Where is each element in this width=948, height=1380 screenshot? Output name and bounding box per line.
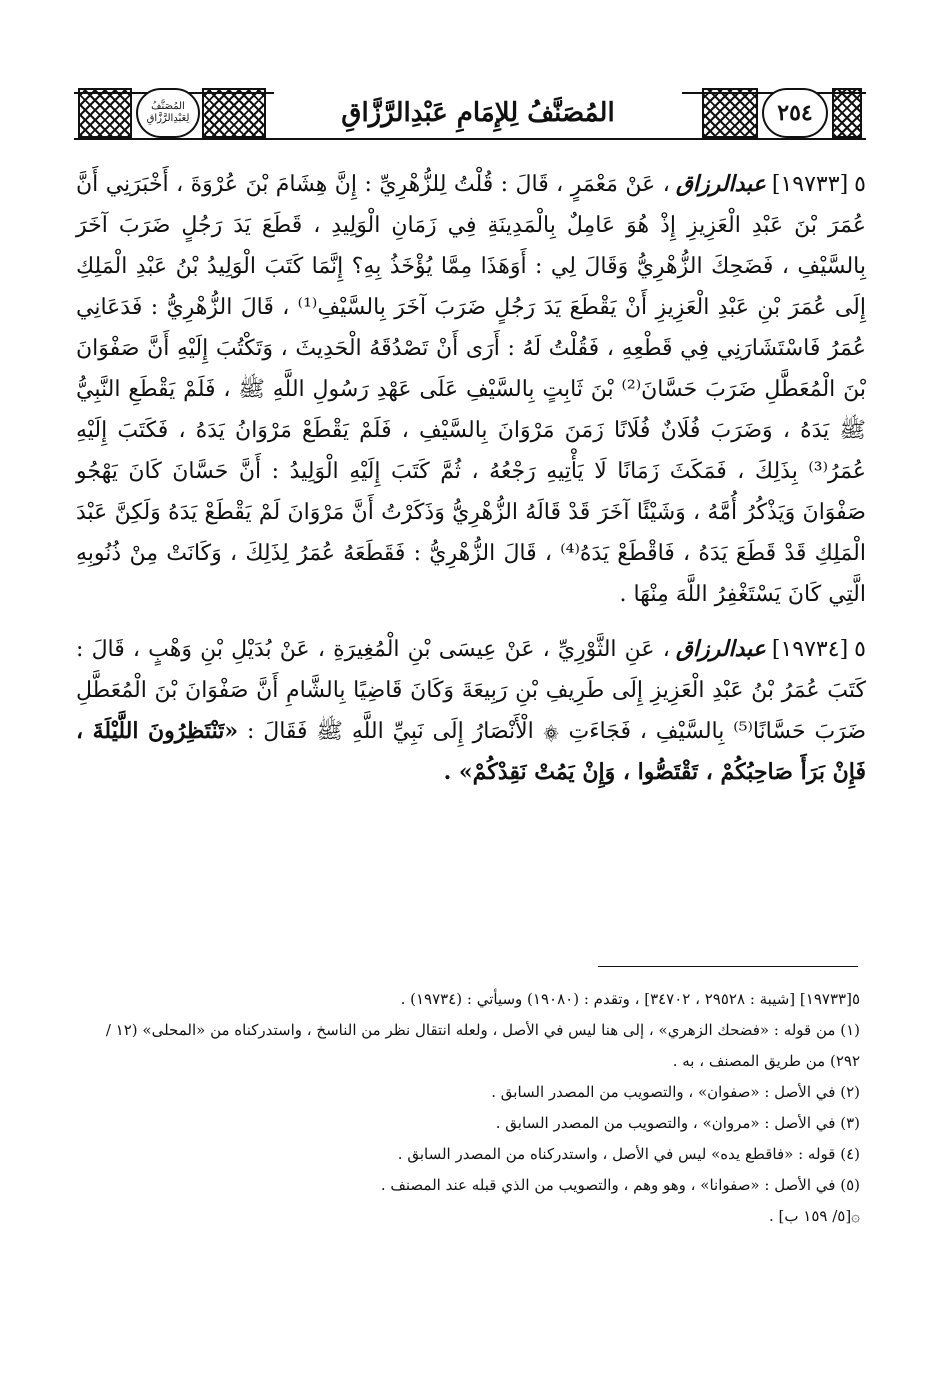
hadith-19734 xyxy=(76,629,866,793)
running-title: المُصَنَّفُ لِلإِمَامِ عَبْدِالرَّزَّاقِ xyxy=(274,90,682,138)
ornament-right-inner xyxy=(702,88,758,138)
footnote-2: (٢) في الأصل : «صفوان» ، والتصويب من المصدر السابق . xyxy=(491,1083,860,1101)
hadith-text: ، عَنْ مَعْمَرٍ ، قَالَ : قُلْتُ لِلزُّهْرِيِّ : إِنَّ هِشَامَ بْنَ عُرْوَةَ ، أَخْبَرَنِي أَنَّ عُمَرَ بْنَ عَبْدِ الْعَزِيزِ إِذْ هُوَ عَامِلٌ بِالْمَدِينَةِ فِي زَمَانِ الْوَلِيدِ ، قَطَعَ يَدَ رَجُلٍ ضَرَبَ آخَرَ بِالسَّيْفِ ، فَضَحِكَ الزُّهْرِيُّ وَقَالَ لِي : أَوَهَذَا مِمَّا يُؤْخَذُ بِهِ؟ إِنَّمَا كَتَبَ الْوَلِيدُ بْنُ عَبْدِ الْمَلِكِ إِلَى عُمَرَ بْنِ عَبْدِ الْعَزِيزِ أَنْ يَقْطَعَ يَدَ رَجُلٍ ضَرَبَ آخَرَ بِالسَّيْفِ⁽¹⁾ ، قَالَ الزُّهْرِيُّ : فَدَعَانِي عُمَرُ فَاسْتَشَارَنِي فِي قَطْعِهِ ، فَقُلْتُ لَهُ : أَرَى أَنْ تَصْدُقَهُ الْحَدِيثَ ، وَتَكْتُبَ إِلَيْهِ أَنَّ صَفْوَانَ بْنَ الْمُعَطَّلِ ضَرَبَ حَسَّانَ⁽²⁾ بْنَ ثَابِتٍ بِالسَّيْفِ عَلَى عَهْدِ رَسُولِ اللَّهِ ﷺ ، فَلَمْ يَقْطَعِ النَّبِيُّ ﷺ يَدَهُ ، وَضَرَبَ فُلَانٌ فُلَانًا زَمَنَ مَرْوَانَ بِالسَّيْفِ ، فَلَمْ يَقْطَعْ مَرْوَانُ يَدَهُ ، فَكَتَبَ إِلَيْهِ عُمَرُ⁽³⁾ بِذَلِكَ ، فَمَكَثَ زَمَانًا لَا يَأْتِيهِ رَجْعُهُ ، ثُمَّ كَتَبَ إِلَيْهِ الْوَلِيدُ : أَنَّ حَسَّانَ كَانَ يَهْجُو صَفْوَانَ وَيَذْكُرُ أُمَّهُ ، وَشَيْئًا آخَرَ قَدْ قَالَهُ الزُّهْرِيُّ وَذَكَرْتُ أَنَّ مَرْوَانَ لَمْ يَقْطَعْ يَدَهُ وَلَكِنَّ عَبْدَ الْمَلِكِ قَدْ قَطَعَ يَدَهُ ، فَاقْطَعْ يَدَهُ⁽⁴⁾ ، قَالَ الزُّهْرِيُّ : فَقَطَعَهُ عُمَرُ لِذَلِكَ ، وَكَانَتْ مِنْ ذُنُوبِهِ الَّتِي كَانَ يَسْتَغْفِرُ اللَّهَ مِنْهَا . xyxy=(76,172,867,607)
main-text xyxy=(76,164,866,807)
ornament-left-outer xyxy=(78,88,132,138)
seal-line-1: المُصَنَّفُ xyxy=(151,101,185,112)
hadith-19733 xyxy=(76,164,866,615)
footnotes xyxy=(80,984,860,1232)
seal-line-2: لِعَبْدِالرَّزَّاقِ xyxy=(146,113,190,124)
footnote-3: (٣) في الأصل : «مروان» ، والتصويب من المصدر السابق . xyxy=(495,1114,860,1132)
hadith-number: [١٩٧٣٤] xyxy=(771,637,849,662)
header-rule-bottom xyxy=(74,138,866,140)
footnote-4: (٤) قوله : «فاقطع يده» ليس في الأصل ، واستدركناه من المصدر السابق . xyxy=(397,1145,860,1163)
hadith-text: ، عَنِ الثَّوْرِيِّ ، عَنْ عِيسَى بْنِ الْمُغِيرَةِ ، عَنْ بُدَيْلِ بْنِ وَهْبٍ ، قَالَ : كَتَبَ عُمَرُ بْنُ عَبْدِ الْعَزِيزِ إِلَى طَرِيفِ بْنِ رَبِيعَةَ وَكَانَ قَاضِيًا بِالشَّامِ أَنَّ صَفْوَانَ بْنَ الْمُعَطَّلِ ضَرَبَ حَسَّانًا⁽⁵⁾ بِالسَّيْفِ ، فَجَاءَتِ ۞ الْأَنْصَارُ إِلَى نَبِيِّ اللَّهِ ﷺ فَقَالَ : xyxy=(76,637,866,744)
ornament-left-inner xyxy=(202,88,266,138)
footnote-5: (٥) في الأصل : «صفوانا» ، وهو وهم ، والتصويب من الذي قبله عند المصنف . xyxy=(380,1176,860,1194)
book-seal xyxy=(136,88,200,138)
hadith-marker: ٥ xyxy=(854,172,866,197)
hadith-marker: ٥ xyxy=(854,637,866,662)
hadith-number: [١٩٧٣٣] xyxy=(771,172,849,197)
prophetic-quote: «تَنْتَظِرُونَ اللَّيْلَةَ ، فَإِنْ بَرَأَ صَاحِبُكُمْ ، تَقْتَصُّوا ، وَإِنْ يَمُتْ نَقِدْكُمْ» . xyxy=(76,718,866,785)
footnote-1: (١) من قوله : «فضحك الزهري» ، إلى هنا ليس في الأصل ، ولعله انتقال نظر من الناسخ ، واستدركناه من «المحلى» (١٢ / ٢٩٢) من طريق المصنف ، به . xyxy=(105,1021,860,1070)
narrator-name: عبدالرزاق xyxy=(675,171,766,197)
ornament-right-outer xyxy=(832,88,862,138)
page-header xyxy=(74,86,866,144)
narrator-name: عبدالرزاق xyxy=(675,636,766,662)
footnote-separator xyxy=(598,966,858,967)
manuscript-page-ref: ۞[٥/ ١٥٩ ب] . xyxy=(769,1207,860,1225)
footnote-source: ٥[١٩٧٣٣] [شيبة : ٢٩٥٢٨ ، ٣٤٧٠٢] ، وتقدم : (١٩٠٨٠) وسيأتي : (١٩٧٣٤) . xyxy=(400,990,860,1008)
page-number: ٢٥٤ xyxy=(762,88,828,138)
